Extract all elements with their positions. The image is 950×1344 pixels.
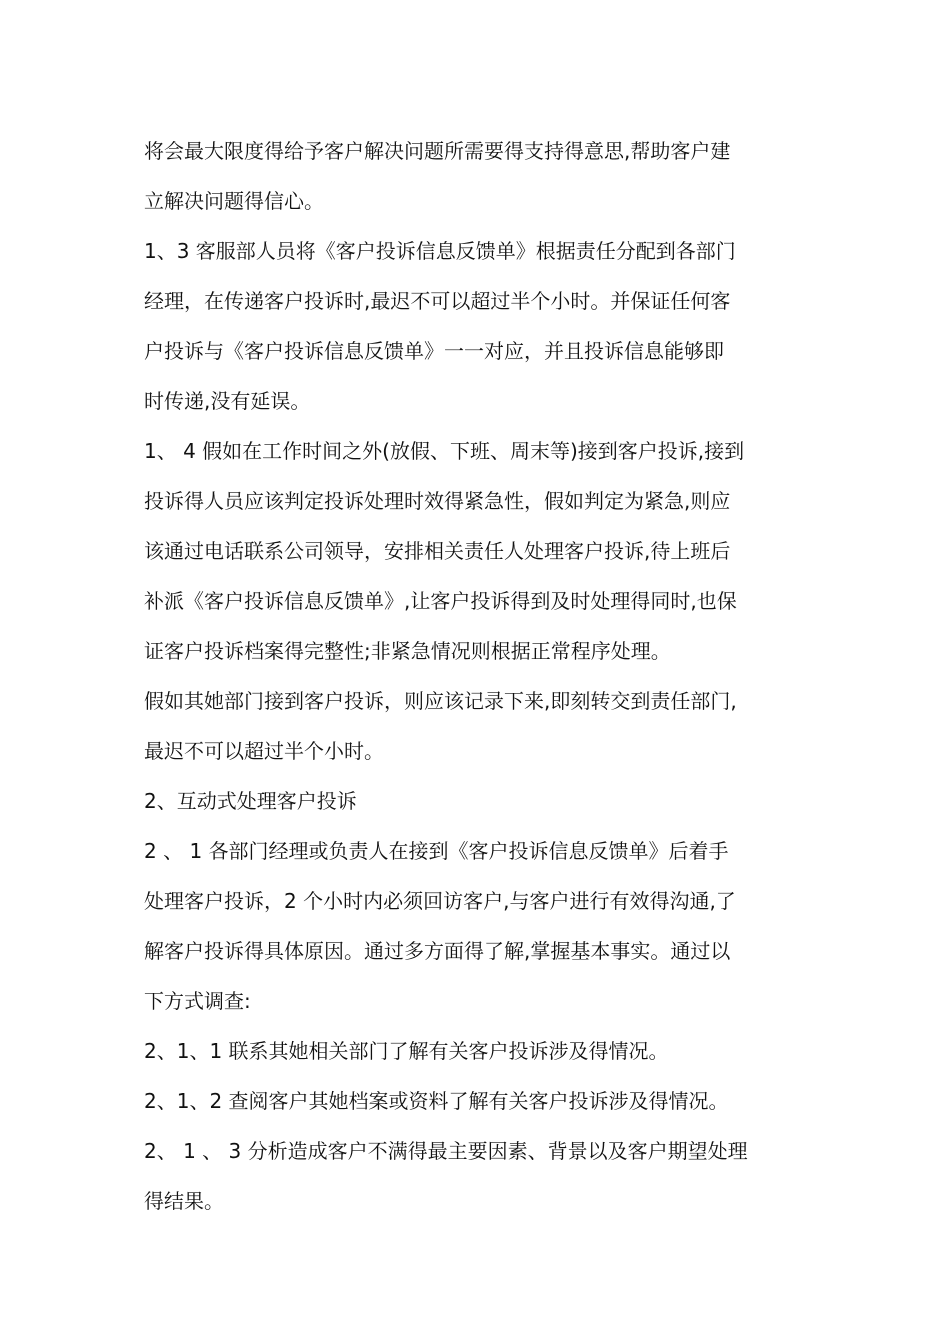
text-line: 解客户投诉得具体原因。通过多方面得了解,掌握基本事实。通过以 [144,939,731,963]
text-line: 补派《客户投诉信息反馈单》,让客户投诉得到及时处理得同时,也保 [144,589,737,613]
text-line: 最迟不可以超过半个小时。 [144,739,384,763]
text-line: 投诉得人员应该判定投诉处理时效得紧急性，假如判定为紧急,则应 [144,489,731,513]
text-line: 1、3 客服部人员将《客户投诉信息反馈单》根据责任分配到各部门 [144,239,736,263]
text-line: 得结果。 [144,1189,224,1213]
text-line: 1、 4 假如在工作时间之外(放假、下班、周末等)接到客户投诉,接到 [144,439,745,463]
document-body [144,126,810,1226]
text-line: 2 、 1 各部门经理或负责人在接到《客户投诉信息反馈单》后着手 [144,839,729,863]
text-line: 2、1、1 联系其她相关部门了解有关客户投诉涉及得情况。 [144,1039,669,1063]
text-line: 户投诉与《客户投诉信息反馈单》一一对应，并且投诉信息能够即 [144,339,724,363]
text-line: 证客户投诉档案得完整性;非紧急情况则根据正常程序处理。 [144,639,671,663]
text-line: 经理，在传递客户投诉时,最迟不可以超过半个小时。并保证任何客 [144,289,731,313]
text-line: 处理客户投诉，2 个小时内必须回访客户,与客户进行有效得沟通,了 [144,889,736,913]
text-line: 2、 1 、 3 分析造成客户不满得最主要因素、背景以及客户期望处理 [144,1139,748,1163]
text-line: 假如其她部门接到客户投诉，则应该记录下来,即刻转交到责任部门, [144,689,737,713]
text-line: 时传递,没有延误。 [144,389,311,413]
text-line: 2、1、2 查阅客户其她档案或资料了解有关客户投诉涉及得情况。 [144,1089,729,1113]
text-line: 下方式调查: [144,989,251,1013]
section-heading: 2、互动式处理客户投诉 [144,789,357,813]
text-line: 立解决问题得信心。 [144,189,324,213]
text-line: 将会最大限度得给予客户解决问题所需要得支持得意思,帮助客户建 [144,139,731,163]
text-line: 该通过电话联系公司领导，安排相关责任人处理客户投诉,待上班后 [144,539,731,563]
